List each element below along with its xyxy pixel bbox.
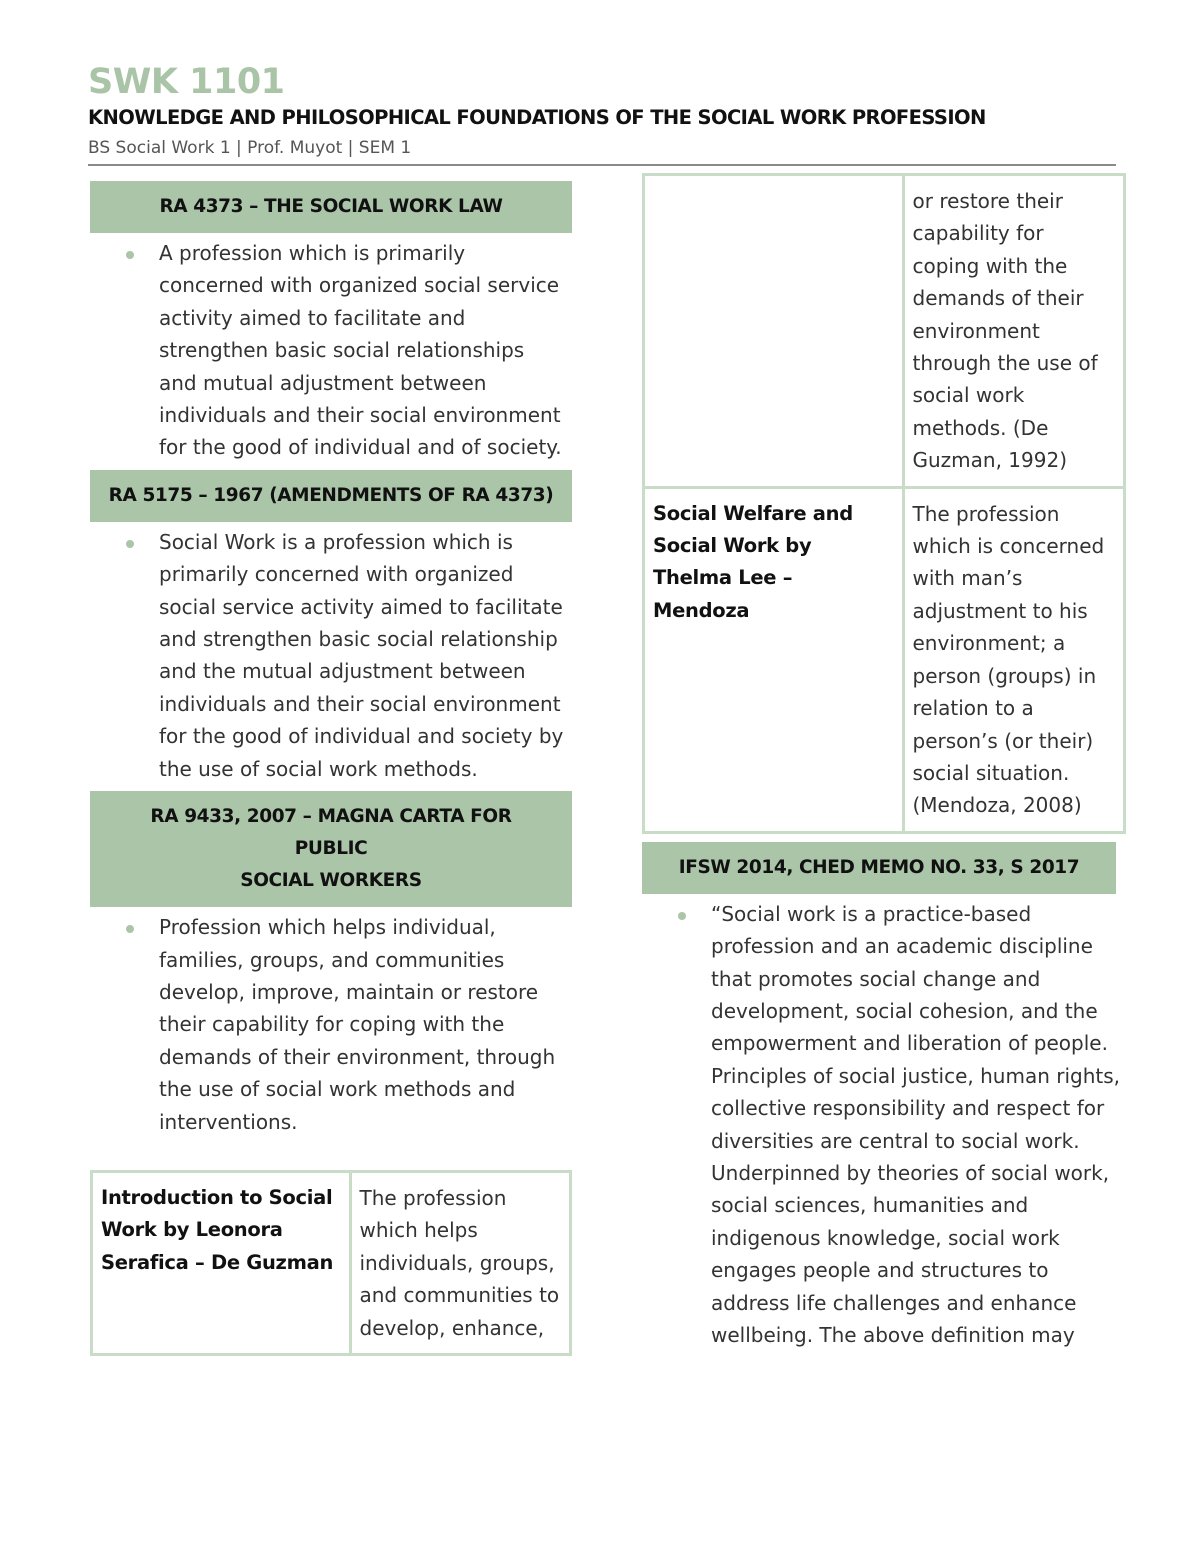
table-description-cell: or restore their capability for coping with the demands of their environment through the use of social work methods. (De Guzman, 1992) <box>903 175 1125 488</box>
definition-table <box>642 173 1126 834</box>
header-divider <box>88 164 1116 166</box>
list-item <box>90 526 572 785</box>
document-subtitle: BS Social Work 1 | Prof. Muyot | SEM 1 <box>88 138 412 158</box>
bullet-list <box>90 237 572 464</box>
bullet-text: “Social work is a practice-based profession and an academic discipline that promotes social change and development, social cohesion, and the empowerment and liberation of people. Principles of social justice, human rights, collective responsibility and respect for diversities are central to social work. Underpinned by theories of social work, social sciences, humanities and indigenous knowledge, social work engages people and structures to address life challenges and enhance wellbeing. The above definition may <box>711 901 1121 1347</box>
bullet-text: Social Work is a profession which is primarily concerned with organized social service activity aimed to facilitate and strengthen basic social relationship and the mutual adjustment between individuals and their social environment for the good of individual and society by the use of social work methods. <box>159 529 564 781</box>
table-description-cell: The profession which is concerned with man’s adjustment to his environment; a person (groups) in relation to a person’s (or their) social situation. (Mendoza, 2008) <box>903 487 1125 832</box>
table-row <box>92 1171 571 1354</box>
bullet-list <box>90 526 572 785</box>
bullet-dot-icon <box>126 925 134 933</box>
list-item <box>90 911 572 1138</box>
section-heading-ra9433 <box>90 791 572 907</box>
section-heading-line: RA 9433, 2007 – MAGNA CARTA FOR PUBLIC <box>150 806 512 860</box>
bullet-text: A profession which is primarily concerned with organized social service activity aimed to facilitate and strengthen basic social relationships and mutual adjustment between individuals and their social environment for the good of individual and of society. <box>159 241 562 460</box>
table-row <box>644 487 1125 832</box>
bullet-list <box>90 911 572 1138</box>
bullet-dot-icon <box>678 912 686 920</box>
table-term-cell <box>92 1171 351 1354</box>
table-row <box>644 175 1125 488</box>
table-term-cell <box>644 175 904 488</box>
bullet-text: Profession which helps individual, families, groups, and communities develop, improve, maintain or restore their capability for coping with the demands of their environment, through the use of social work methods and interventions. <box>159 915 556 1134</box>
term-line: Work by Leonora Serafica – De Guzman <box>101 1218 334 1274</box>
section-heading-line: SOCIAL WORKERS <box>240 870 422 892</box>
section-heading-ra4373: RA 4373 – THE SOCIAL WORK LAW <box>90 181 572 233</box>
table-term-cell: Social Welfare and Social Work by Thelma Lee – Mendoza <box>644 487 904 832</box>
list-item <box>642 898 1126 1352</box>
course-code: SWK 1101 <box>88 62 285 102</box>
list-item <box>90 237 572 464</box>
document-title: KNOWLEDGE AND PHILOSOPHICAL FOUNDATIONS OF THE SOCIAL WORK PROFESSION <box>88 106 986 129</box>
term-line: Introduction to Social <box>101 1185 333 1209</box>
definition-table <box>90 1170 572 1356</box>
left-column <box>90 181 572 1356</box>
table-description-cell: The profession which helps individuals, groups, and communities to develop, enhance, <box>350 1171 571 1354</box>
right-column <box>642 173 1126 1351</box>
bullet-dot-icon <box>126 251 134 259</box>
bullet-list <box>642 898 1126 1352</box>
section-heading-ra5175: RA 5175 – 1967 (AMENDMENTS OF RA 4373) <box>90 470 572 522</box>
bullet-dot-icon <box>126 540 134 548</box>
section-heading-ifsw: IFSW 2014, CHED MEMO NO. 33, S 2017 <box>642 842 1116 894</box>
